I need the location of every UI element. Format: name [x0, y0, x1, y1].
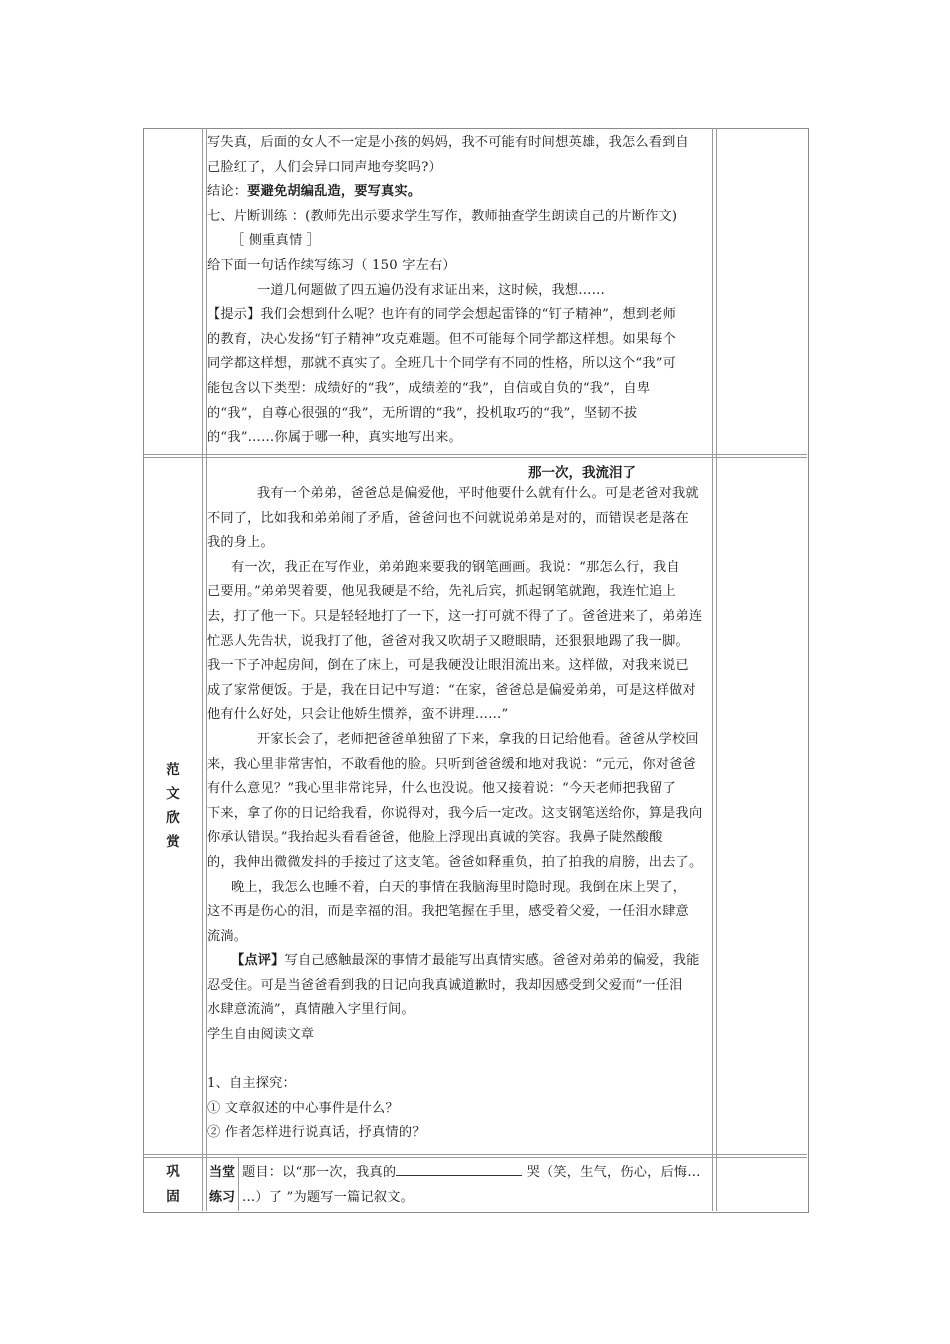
para-line: 有一次，我正在写作业，弟弟跑来要我的钢笔画画。我说：“那怎么行，我自	[231, 559, 680, 575]
para-line: 开家长会了，老师把爸爸单独留了下来，拿我的日记给他看。爸爸从学校回	[257, 731, 699, 747]
question-1: ① 文章叙述的中心事件是什么？	[207, 1100, 399, 1116]
para-line: 你承认错误。”我抬起头看看爸爸，他脸上浮现出真诚的笑容。我鼻子陡然酸酸	[207, 830, 663, 846]
para-line: 我一下子冲起房间，倒在了床上，可是我硬没让眼泪流出来。这样做，对我来说已	[207, 658, 689, 674]
para-line: 己要用。”弟弟哭着要，他见我硬是不给，先礼后宾，抓起钢笔就跑，我连忙追上	[207, 584, 676, 600]
para-line: 来，我心里非常害怕，不敢看他的脸。只听到爸爸缓和地对我说：“元元，你对爸爸	[207, 756, 696, 772]
section2-label	[144, 758, 202, 854]
explore-line: 1、自主探究：	[207, 1076, 296, 1092]
text-line: 己脸红了，人们会异口同声地夸奖吗?）	[207, 159, 442, 175]
comment-label: 【点评】	[231, 953, 285, 969]
conclusion-text: 要避免胡编乱造，要写真实。	[247, 184, 422, 200]
section2-content	[207, 482, 702, 1146]
essay-title: 那一次，我流泪了	[528, 465, 636, 481]
col-divider-right-2	[716, 128, 717, 1211]
hint-line: 的“我”……你属于哪一种，真实地写出来。	[207, 430, 462, 446]
label-char: 范	[166, 762, 180, 778]
practice-prefix: 题目：以“那一次，我真的	[242, 1165, 397, 1180]
para-line: 这不再是伤心的泪，而是幸福的泪。我把笔握在手里，感受着父爱，一任泪水肆意	[207, 904, 689, 920]
hint-line: 的“我”，自尊心很强的“我”，无所谓的“我”，投机取巧的“我”，坚韧不拔	[207, 405, 638, 421]
comment-text: 写自己感触最深的事情才最能写出真情实感。爸爸对弟弟的偏爱，我能	[284, 953, 700, 969]
label-char: 固	[166, 1189, 180, 1205]
conclusion-label: 结论：	[207, 184, 248, 200]
label-char: 文	[166, 786, 180, 802]
task-line: 给下面一句话作续写练习（ 150 字左右）	[207, 257, 456, 273]
fill-blank	[396, 1161, 522, 1176]
comment-line: 水肆意流淌”，真情融入字里行间。	[207, 1002, 415, 1018]
hint-line: 能包含以下类型：成绩好的“我”，成绩差的“我”，自信或自负的“我”，自卑	[207, 380, 651, 396]
para-line: 的，我伸出微微发抖的手接过了这支笔。爸爸如释重负，拍了拍我的肩膀，出去了。	[207, 854, 703, 870]
conclusion	[207, 180, 689, 205]
row-divider-1	[143, 454, 807, 455]
focus-line: ［ 侧重真情 ］	[231, 233, 321, 249]
training-line: 七、片断训练 ：(教师先出示要求学生写作，教师抽查学生朗读自己的片断作文)	[207, 208, 678, 224]
para-line: 忙恶人先告状，说我打了他，爸爸对我又吹胡子又瞪眼睛，还狠狠地踢了我一脚。	[207, 633, 689, 649]
row-divider-2	[143, 1154, 807, 1155]
blank-line	[207, 1048, 702, 1073]
para-line: 我有一个弟弟，爸爸总是偏爱他，平时他要什么就有什么。可是老爸对我就	[257, 486, 699, 501]
text-line: 写失真，后面的女人不一定是小孩的妈妈，我不可能有时间想英雄，我怎么看到自	[207, 135, 689, 150]
sub-label-line: 练习	[208, 1190, 235, 1205]
col-divider-right	[712, 128, 713, 1211]
col-divider-left	[202, 128, 203, 1211]
label-char: 巩	[166, 1164, 180, 1180]
para-line: 不同了，比如我和弟弟闹了矛盾，爸爸问也不问就说弟弟是对的，而错误老是落在	[207, 510, 689, 526]
sub-label-divider	[238, 1157, 239, 1211]
para-line: 有什么意见？”我心里非常诧异，什么也没说。他又接着说：“今天老师把我留了	[207, 781, 677, 797]
label-char: 欣	[166, 810, 180, 826]
section3-content	[242, 1160, 701, 1210]
row-divider-1b	[143, 457, 807, 458]
para-line: 成了家常便饭。于是，我在日记中写道：“在家，爸爸总是偏爱弟弟，可是这样做对	[207, 682, 696, 698]
prompt-line: 一道几何题做了四五遍仍没有求证出来，这时候，我想……	[257, 282, 606, 298]
hint-line: 同学都这样想，那就不真实了。全班几十个同学有不同的性格，所以这个“我”可	[207, 356, 677, 372]
comment-line	[207, 949, 702, 974]
section1-content	[207, 131, 689, 451]
para-line: 他有什么好处，只会让他娇生惯养，蛮不讲理……”	[207, 707, 509, 723]
para-line: 流淌。	[207, 928, 248, 944]
section3-label	[144, 1160, 202, 1210]
question-2: ② 作者怎样进行说真话，抒真情的？	[207, 1125, 426, 1141]
para-line: 我的身上。	[207, 535, 274, 551]
para-line: 下来，拿了你的日记给我看，你说得对，我今后一定改。这支钢笔送给你，算是我向	[207, 805, 703, 821]
practice-suffix: 哭（笑，生气，伤心，后悔…	[526, 1165, 701, 1180]
practice-line-1	[242, 1160, 701, 1185]
para-line: 晚上，我怎么也睡不着，白天的事情在我脑海里时隐时现。我倒在床上哭了，	[231, 879, 687, 895]
section3-sub-label	[206, 1160, 238, 1210]
hint-line: 的教育，决心发扬“钉子精神”攻克难题。但不可能每个同学都这样想。如果每个	[207, 331, 677, 347]
comment-line: 忍受住。可是当爸爸看到我的日记向我真诚道歉时，我却因感受到父爱而“一任泪	[207, 977, 683, 993]
free-read-line: 学生自由阅读文章	[207, 1027, 315, 1043]
hint-line: 【提示】我们会想到什么呢？也许有的同学会想起雷锋的“钉子精神”，想到老师	[207, 307, 677, 323]
row-divider-2b	[143, 1157, 807, 1158]
practice-line-2: …）了 ”为题写一篇记叙文。	[242, 1190, 414, 1205]
label-char: 赏	[166, 834, 180, 850]
sub-label-line: 当堂	[208, 1165, 235, 1180]
para-line: 去，打了他一下。只是轻轻地打了一下，这一打可就不得了了。爸爸进来了，弟弟连	[207, 608, 703, 624]
